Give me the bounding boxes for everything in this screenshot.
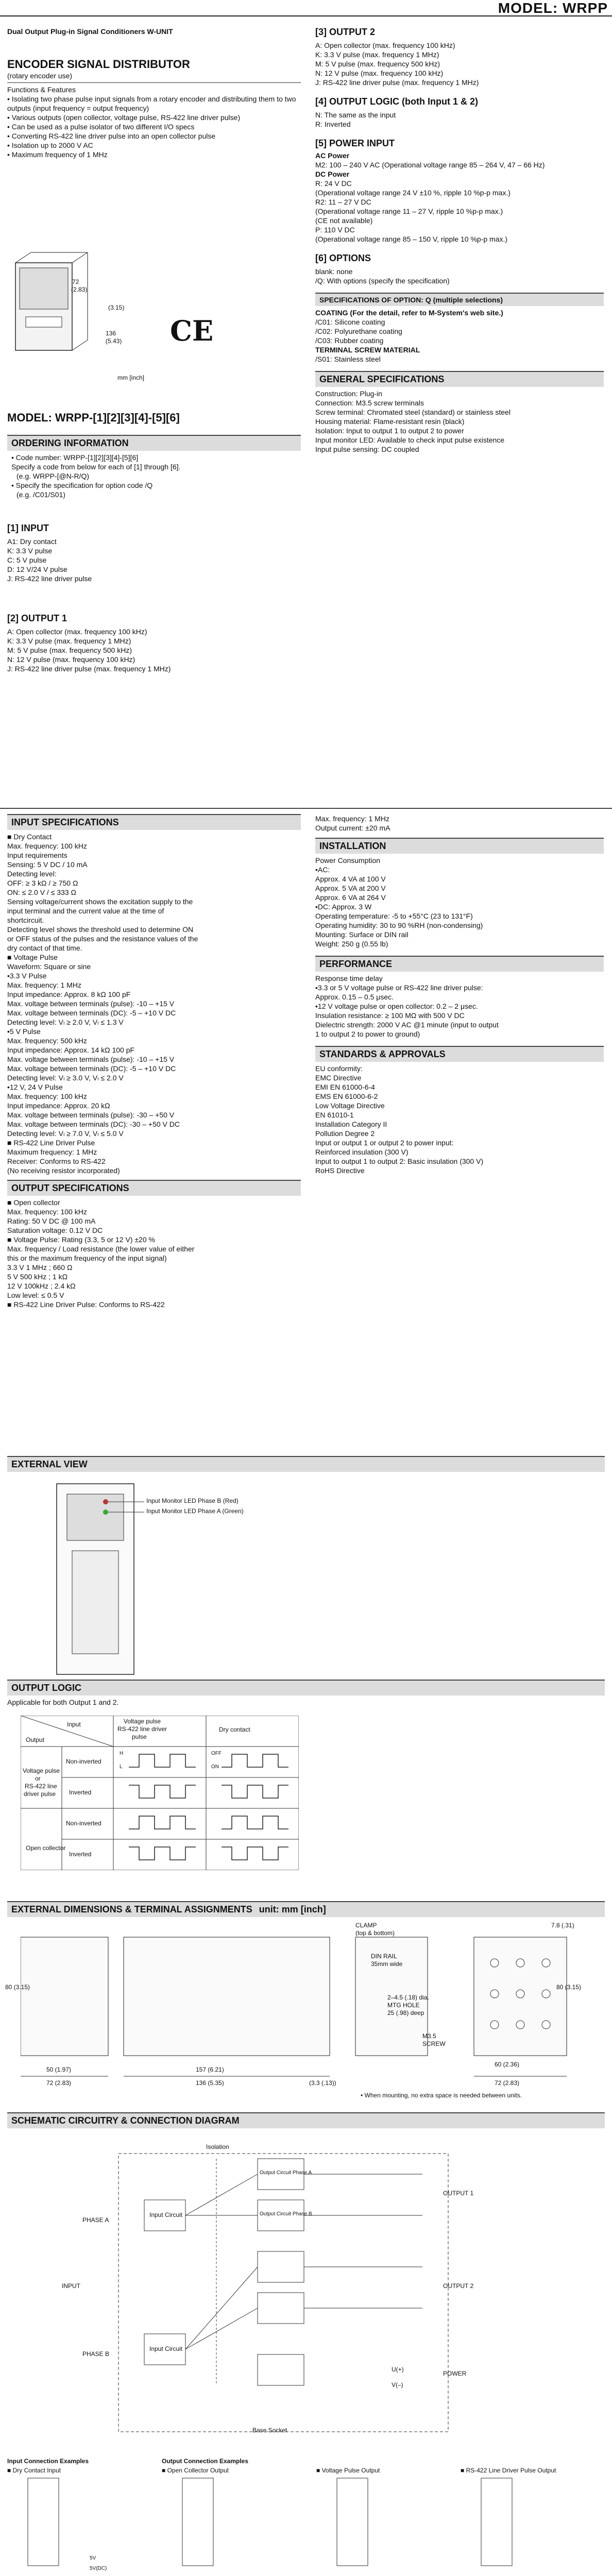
- logic-voltage-header-2: RS-422 line driver: [117, 1725, 167, 1733]
- dim-unit: mm [inch]: [117, 374, 145, 381]
- screw-item: /S01: Stainless steel: [315, 355, 381, 363]
- left-top-column: [7, 27, 301, 159]
- output-spec-line: ■ RS-422 Line Driver Pulse: Conforms to RS-422: [7, 1300, 165, 1309]
- rs422-output-label: ■ RS-422 Line Driver Pulse Output: [461, 2467, 556, 2474]
- input-spec-line: Max. voltage between terminals (pulse): -10 – +15 V: [7, 999, 175, 1008]
- feature-5: • Isolation up to 2000 V AC: [7, 141, 93, 149]
- separator: [0, 808, 612, 809]
- dimensions-unit: unit: mm [inch]: [259, 1904, 326, 1914]
- general-spec-line: Input monitor LED: Available to check input pulse existence: [315, 436, 505, 444]
- logic-row-vp-3: RS-422 line: [25, 1783, 57, 1790]
- input-spec-line: Input impedance: Approx. 14 kΩ 100 pF: [7, 1046, 135, 1054]
- standards-line: EU conformity:: [315, 1064, 363, 1073]
- coating-item: /C03: Rubber coating: [315, 336, 384, 345]
- external-view-label-a: Input Monitor LED Phase A (Green): [146, 1507, 244, 1515]
- open-collector-output-label: ■ Open Collector Output: [162, 2467, 229, 2474]
- standards-line: Input or output 1 or output 2 to power input:: [315, 1139, 454, 1147]
- input-spec-line: or OFF status of the pulses and the resistance values of the: [7, 935, 198, 943]
- features-list: [7, 94, 301, 159]
- logic-off: OFF: [211, 1751, 222, 1756]
- logic-output-header: Output: [26, 1736, 45, 1743]
- input-spec-line: Input impedance: Approx. 20 kΩ: [7, 1101, 110, 1110]
- standards-line: Input to output 1 to output 2: Basic insulation (300 V): [315, 1157, 484, 1165]
- dc-power-item: (Operational voltage range 85 – 150 V, ripple 10 %p-p max.): [315, 235, 508, 243]
- sch-input-circuit: Input Circuit: [149, 2211, 183, 2218]
- standards-line: EMS EN 61000-6-2: [315, 1092, 378, 1100]
- ordering-info: [7, 435, 301, 501]
- output1-code-item: A: Open collector (max. frequency 100 kHz): [7, 628, 147, 636]
- general-spec-line: Input pulse sensing: DC coupled: [315, 445, 419, 453]
- standards-line: Reinforced insulation (300 V): [315, 1148, 409, 1156]
- dim-label: 60 (2.36): [495, 2061, 520, 2068]
- output-logic-code-item: R: Inverted: [315, 120, 351, 128]
- standards-line: Installation Category II: [315, 1120, 387, 1128]
- input-spec-line: ■ Dry Contact: [7, 833, 52, 841]
- external-view-heading: EXTERNAL VIEW: [7, 1456, 605, 1472]
- logic-non-inverted-2: Non-inverted: [66, 1820, 101, 1827]
- output-spec-line: ■ Open collector: [7, 1198, 60, 1207]
- dc-power-item: (CE not available): [315, 216, 373, 225]
- external-view-label-b: Input Monitor LED Phase B (Red): [146, 1497, 239, 1504]
- logic-l: L: [120, 1764, 123, 1770]
- performance-line: 1 to output 2 to power to ground): [315, 1030, 420, 1038]
- dc-power-item: (Operational voltage range 24 V ±10 %, ripple 10 %p-p max.): [315, 189, 511, 197]
- output-spec-line: Max. frequency / Load resistance (the lower value of either: [7, 1245, 195, 1253]
- standards-line: RoHS Directive: [315, 1166, 365, 1175]
- general-spec-line: Screw terminal: Chromated steel (standard) or stainless steel: [315, 408, 511, 416]
- options-item: /Q: With options (specify the specification): [315, 277, 450, 285]
- general-spec-line: Connection: M3.5 screw terminals: [315, 399, 424, 407]
- input-code-item: C: 5 V pulse: [7, 556, 47, 564]
- input-spec-line: Sensing voltage/current shows the excitation supply to the: [7, 897, 193, 906]
- dry-contact-input-label: ■ Dry Contact Input: [7, 2467, 61, 2474]
- sch-phase-b: PHASE B: [82, 2350, 110, 2358]
- dim-label: M3.5: [422, 2032, 436, 2040]
- dim-label: (3.3 (.13)): [309, 2079, 336, 2087]
- logic-dry-header: Dry contact: [219, 1726, 250, 1733]
- external-view-section: [7, 1456, 605, 1472]
- ordering-line-3: (e.g. WRPP-[@N-R/Q): [16, 472, 89, 480]
- logic-non-inverted-1: Non-inverted: [66, 1758, 101, 1765]
- sch-input: INPUT: [62, 2282, 80, 2290]
- coating-item: /C02: Polyurethane coating: [315, 327, 402, 335]
- logic-row-vp-2: or: [35, 1775, 41, 1782]
- performance-line: Response time delay: [315, 974, 383, 982]
- installation-line: •AC:: [315, 866, 330, 874]
- output2-code-item: M: 5 V pulse (max. frequency 500 kHz): [315, 60, 440, 68]
- ac-power-label: AC Power: [315, 151, 350, 160]
- input-specs: [7, 814, 301, 1177]
- input-spec-line: ■ Voltage Pulse: [7, 953, 58, 961]
- dim-label: (top & bottom): [355, 1929, 395, 1937]
- input-code-item: K: 3.3 V pulse: [7, 547, 53, 555]
- dc-power-label: DC Power: [315, 170, 350, 178]
- output-spec-line: Rating: 50 V DC @ 100 mA: [7, 1217, 96, 1225]
- product-title: ENCODER SIGNAL DISTRIBUTOR: [7, 58, 190, 71]
- input-spec-line: ON: ≤ 2.0 V / ≤ 333 Ω: [7, 888, 76, 896]
- output-specs-lines: [7, 1196, 301, 1311]
- output-spec-line: Low level: ≤ 0.5 V: [7, 1291, 64, 1299]
- series-title: Dual Output Plug-in Signal Conditioners W-UNIT: [7, 27, 173, 36]
- output2-code-item: J: RS-422 line driver pulse (max. frequency 1 MHz): [315, 78, 479, 87]
- screw-label: TERMINAL SCREW MATERIAL: [315, 346, 420, 354]
- dim-label: 72 (2.83): [495, 2079, 520, 2087]
- input-spec-line: Detecting level: Vₗ ≥ 7.0 V, Vₗ ≤ 5.0 V: [7, 1129, 124, 1138]
- ordering-line-1: • Code number: WRPP-[1][2][3][4]-[5][6]: [11, 453, 139, 462]
- input-spec-line: dry contact of that time.: [7, 944, 82, 952]
- dim-label: 35mm wide: [371, 1960, 403, 1968]
- input-spec-line: •12 V, 24 V Pulse: [7, 1083, 63, 1091]
- sch-output-circuit-a: Output Circuit Phase A: [260, 2170, 312, 2176]
- output-spec-line: ■ Voltage Pulse: Rating (3.3, 5 or 12 V) ±20 %: [7, 1235, 155, 1244]
- dim-label: DIN RAIL: [371, 1953, 397, 1960]
- general-spec-line: Isolation: Input to output 1 to output 2 to power: [315, 427, 464, 435]
- dim-label: 25 (.98) deep: [387, 2009, 424, 2016]
- voltage-pulse-output-label: ■ Voltage Pulse Output: [316, 2467, 380, 2474]
- output1-code-item: N: 12 V pulse (max. frequency 100 kHz): [7, 655, 135, 664]
- power-input-heading: [5] POWER INPUT: [315, 138, 395, 148]
- input-spec-line: Max. frequency: 100 kHz: [7, 842, 87, 850]
- input-specs-lines: [7, 830, 301, 1177]
- input-spec-line: •3.3 V Pulse: [7, 972, 47, 980]
- sch-output1: OUTPUT 1: [443, 2190, 474, 2197]
- standards-line: EN 61010-1: [315, 1111, 354, 1119]
- feature-1: • Isolating two phase pulse input signals from a rotary encoder and distributing them to two outputs (input frequency = output frequency): [7, 95, 296, 112]
- feature-3: • Can be used as a pulse isolator of two different I/O specs: [7, 123, 195, 131]
- dim-label: MTG HOLE: [387, 2002, 420, 2009]
- dim-72-inch: (2.83): [71, 286, 88, 293]
- schematic-drawing: [52, 2138, 515, 2447]
- input-code-heading: [1] INPUT: [7, 523, 49, 533]
- installation-line: Mounting: Surface or DIN rail: [315, 930, 409, 939]
- output1-code-item: K: 3.3 V pulse (max. frequency 1 MHz): [7, 637, 131, 645]
- output-spec-line: this or the maximum frequency of the input signal): [7, 1254, 167, 1262]
- installation-line: •DC: Approx. 3 W: [315, 903, 372, 911]
- input-spec-line: Detecting level shows the threshold used to determine ON: [7, 925, 194, 934]
- input-spec-line: Max. frequency: 1 MHz: [7, 981, 81, 989]
- rs422-output-line: Max. frequency: 1 MHz: [315, 815, 389, 823]
- ordering-heading: ORDERING INFORMATION: [7, 435, 301, 451]
- input-spec-line: Max. voltage between terminals (DC): -5 – +10 V DC: [7, 1064, 176, 1073]
- installation-lines: [315, 854, 604, 951]
- feature-4: • Converting RS-422 line driver pulse into an open collector pulse: [7, 132, 216, 140]
- output1-code-heading: [2] OUTPUT 1: [7, 613, 67, 623]
- input-spec-line: Max. frequency: 100 kHz: [7, 1092, 87, 1100]
- output-spec-line: 5 V 500 kHz ; 1 kΩ: [7, 1273, 68, 1281]
- schematic-heading: SCHEMATIC CIRCUITRY & CONNECTION DIAGRAM: [7, 2112, 605, 2128]
- option-q-heading: SPECIFICATIONS OF OPTION: Q (multiple selections): [315, 293, 604, 306]
- input-examples-header: Input Connection Examples: [7, 2458, 89, 2465]
- output-spec-line: Max. frequency: 100 kHz: [7, 1208, 87, 1216]
- dc-power-item: R: 24 V DC: [315, 179, 352, 188]
- sch-u-plus: U(+): [392, 2366, 404, 2373]
- output-logic-code-item: N: The same as the input: [315, 111, 396, 119]
- input-spec-line: OFF: ≥ 3 kΩ / ≥ 750 Ω: [7, 879, 78, 887]
- right-top-column: [315, 27, 604, 456]
- output-spec-line: 3.3 V 1 MHz ; 660 Ω: [7, 1263, 73, 1272]
- input-spec-line: (No receiving resistor incorporated): [7, 1166, 120, 1175]
- sch-v-minus: V(–): [392, 2381, 403, 2388]
- ac-power-item: M2: 100 – 240 V AC (Operational voltage range 85 – 264 V, 47 – 66 Hz): [315, 161, 545, 169]
- dim-label: 136 (5.35): [196, 2079, 224, 2087]
- ordering-line-5: (e.g. /C01/S01): [16, 490, 65, 499]
- logic-inverted-1: Inverted: [69, 1789, 92, 1796]
- connection-examples-drawing: [7, 2458, 605, 2576]
- installation-line: Approx. 6 VA at 264 V: [315, 893, 386, 902]
- dim-136: 136: [106, 330, 116, 337]
- input-spec-line: Max. frequency: 500 kHz: [7, 1037, 87, 1045]
- schematic-figure: [52, 2138, 515, 2447]
- input-spec-line: input terminal and the current value at the time of: [7, 907, 164, 915]
- standards-line: EMC Directive: [315, 1074, 362, 1082]
- input-code-item: J: RS-422 line driver pulse: [7, 574, 92, 583]
- dim-label: 50 (1.97): [46, 2066, 72, 2073]
- dim-label: 2–4.5 (.18) dia.: [387, 1994, 429, 2001]
- output2-code-item: N: 12 V pulse (max. frequency 100 kHz): [315, 69, 444, 77]
- input-spec-line: Max. voltage between terminals (pulse): -10 – +15 V: [7, 1055, 175, 1063]
- performance-line: •12 V voltage pulse or open collector: 0.2 – 2 μsec.: [315, 1002, 478, 1010]
- standards-heading: STANDARDS & APPROVALS: [315, 1046, 604, 1062]
- output-logic-section: [7, 1680, 605, 1707]
- logic-row-oc: Open collector: [26, 1844, 66, 1852]
- dc-power-item: (Operational voltage range 11 – 27 V, ripple 10 %p-p max.): [315, 207, 503, 215]
- model-label: MODEL: WRPP: [498, 0, 608, 16]
- installation-line: Approx. 5 VA at 200 V: [315, 884, 386, 892]
- standards-line: EMI EN 61000-6-4: [315, 1083, 375, 1091]
- input-spec-line: Input impedance: Approx. 8 kΩ 100 pF: [7, 990, 131, 998]
- ordering-line-2: Specify a code from below for each of [1] through [6].: [11, 463, 181, 471]
- ordering-line-4: • Specify the specification for option code /Q: [11, 481, 153, 489]
- options-item: blank: none: [315, 267, 353, 276]
- connection-examples: [7, 2458, 605, 2576]
- logic-input-header: Input: [67, 1721, 81, 1728]
- input-spec-line: Detecting level: Vₗ ≥ 2.0 V, Vₗ ≤ 1.3 V: [7, 1018, 124, 1026]
- options-heading: [6] OPTIONS: [315, 253, 371, 263]
- input-spec-line: Waveform: Square or sine: [7, 962, 91, 971]
- output-logic-heading: OUTPUT LOGIC: [7, 1680, 605, 1696]
- dim-72: 72: [72, 278, 79, 285]
- dim-label: 80 (3.15): [5, 1984, 30, 1991]
- performance-heading: PERFORMANCE: [315, 956, 604, 972]
- installation-line: Weight: 250 g (0.55 lb): [315, 940, 388, 948]
- output-spec-line: Saturation voltage: 0.12 V DC: [7, 1226, 103, 1234]
- performance-line: Dielectric strength: 2000 V AC @1 minute (input to output: [315, 1021, 499, 1029]
- ordering-lines: [7, 451, 301, 501]
- standards-lines: [315, 1062, 604, 1177]
- features-heading: Functions & Features: [7, 82, 301, 94]
- performance-line: Insulation resistance: ≥ 100 MΩ with 500 V DC: [315, 1011, 465, 1020]
- input-spec-line: Max. voltage between terminals (DC): -5 – +10 V DC: [7, 1009, 176, 1017]
- installation-line: Approx. 4 VA at 100 V: [315, 875, 386, 883]
- logic-on: ON: [211, 1764, 219, 1770]
- input-spec-line: ■ RS-422 Line Driver Pulse: [7, 1139, 95, 1147]
- dim-label: 157 (6.21): [196, 2066, 224, 2073]
- installation-line: Operating temperature: -5 to +55°C (23 to 131°F): [315, 912, 473, 920]
- ce-mark: CE: [170, 314, 214, 347]
- input-spec-line: Receiver: Conforms to RS-422: [7, 1157, 106, 1165]
- rs422-output-line: Output current: ±20 mA: [315, 824, 390, 832]
- logic-inverted-2: Inverted: [69, 1851, 92, 1858]
- dimensions-section: [7, 1901, 605, 1917]
- model-code-heading: MODEL: WRPP-[1][2][3][4]-[5][6]: [7, 411, 180, 424]
- sch-output2: OUTPUT 2: [443, 2282, 474, 2290]
- feature-6: • Maximum frequency of 1 MHz: [7, 150, 108, 159]
- input-spec-line: Input requirements: [7, 851, 67, 859]
- product-image: [10, 247, 98, 376]
- output-specs: [7, 1180, 301, 1311]
- dim-136-inch: (5.43): [106, 337, 122, 345]
- installation-line: Operating humidity: 30 to 90 %RH (non-condensing): [315, 921, 483, 929]
- output2-code-item: A: Open collector (max. frequency 100 kHz): [315, 41, 455, 49]
- header-bar: [0, 0, 612, 16]
- input-spec-line: Detecting level:: [7, 870, 57, 878]
- general-spec-line: Housing material: Flame-resistant resin (black): [315, 417, 465, 426]
- input-code-item: A1: Dry contact: [7, 537, 57, 546]
- coating-item: /C01: Silicone coating: [315, 318, 385, 326]
- general-spec-line: Construction: Plug-in: [315, 389, 382, 398]
- dim-label: CLAMP: [355, 1922, 377, 1929]
- dimensions-heading: [7, 1901, 605, 1917]
- input-spec-line: shortcircuit.: [7, 916, 44, 924]
- external-view-figure: [41, 1479, 556, 1680]
- output-spec-line: 12 V 100kHz ; 2.4 kΩ: [7, 1282, 76, 1290]
- sch-isolation: Isolation: [206, 2143, 229, 2150]
- schematic-section: [7, 2112, 605, 2128]
- logic-row-vp: Voltage pulse: [23, 1767, 60, 1774]
- logic-voltage-header: Voltage pulse: [124, 1718, 161, 1725]
- input-specs-heading: INPUT SPECIFICATIONS: [7, 814, 301, 830]
- sch-output-circuit-b: Output Circuit Phase B: [260, 2211, 312, 2217]
- standards-line: Low Voltage Directive: [315, 1101, 385, 1110]
- dim-80-inch: (3.15): [108, 304, 125, 311]
- sch-base-socket: Base Socket: [252, 2427, 287, 2434]
- installation-line: Power Consumption: [315, 856, 381, 865]
- input-spec-line: Maximum frequency: 1 MHz: [7, 1148, 97, 1156]
- output-examples-header: Output Connection Examples: [162, 2458, 249, 2465]
- output1-code-item: J: RS-422 line driver pulse (max. frequency 1 MHz): [7, 665, 171, 673]
- output2-code-item: K: 3.3 V pulse (max. frequency 1 MHz): [315, 50, 439, 59]
- dim-label: 7.8 (.31): [551, 1922, 574, 1929]
- sch-phase-a: PHASE A: [82, 2216, 109, 2224]
- coating-label: COATING (For the detail, refer to M-System's web site.): [315, 309, 503, 317]
- input-code-item: D: 12 V/24 V pulse: [7, 565, 67, 573]
- input-spec-line: Max. voltage between terminals (DC): -30 – +50 V DC: [7, 1120, 180, 1128]
- output-specs-heading: OUTPUT SPECIFICATIONS: [7, 1180, 301, 1196]
- performance-lines: [315, 972, 604, 1041]
- general-specs-heading: GENERAL SPECIFICATIONS: [315, 371, 604, 387]
- right-spec-column: [315, 814, 604, 1177]
- input-spec-line: •5 V Pulse: [7, 1027, 41, 1036]
- dc-power-item: R2: 11 – 27 V DC: [315, 198, 371, 206]
- dc-power-item: P: 110 V DC: [315, 226, 355, 234]
- dim-label: SCREW: [422, 2040, 446, 2047]
- performance-line: Approx. 0.15 – 0.5 μsec.: [315, 993, 394, 1001]
- installation-heading: INSTALLATION: [315, 838, 604, 854]
- feature-2: • Various outputs (open collector, voltage pulse, RS-422 line driver pulse): [7, 113, 241, 122]
- dimensions-title: EXTERNAL DIMENSIONS & TERMINAL ASSIGNMENTS: [11, 1904, 252, 1914]
- output1-code-section: [7, 613, 301, 673]
- performance-line: •3.3 or 5 V voltage pulse or RS-422 line driver pulse:: [315, 984, 483, 992]
- input-code-section: [7, 523, 301, 583]
- logic-h: H: [120, 1751, 124, 1756]
- input-spec-line: Detecting level: Vₗ ≥ 3.0 V, Vₗ ≤ 2.0 V: [7, 1074, 124, 1082]
- product-subtitle: (rotary encoder use): [7, 72, 73, 80]
- output2-code-heading: [3] OUTPUT 2: [315, 27, 376, 37]
- dim-label: 80 (3.15): [556, 1984, 582, 1991]
- input-spec-line: Max. voltage between terminals (pulse): -30 – +50 V: [7, 1111, 175, 1119]
- logic-row-vp-4: driver pulse: [24, 1790, 56, 1798]
- sch-input-circuit-2: Input Circuit: [149, 2345, 183, 2352]
- dim-label: 72 (2.83): [46, 2079, 72, 2087]
- product-box-icon: [10, 247, 98, 376]
- output-logic-subtitle: Applicable for both Output 1 and 2.: [7, 1698, 119, 1706]
- five-v-label: 5V: [90, 2555, 96, 2561]
- dim-note: • When mounting, no extra space is needed between units.: [361, 2092, 522, 2099]
- logic-voltage-header-3: pulse: [132, 1733, 147, 1740]
- sch-power: POWER: [443, 2370, 467, 2377]
- five-vdc-label: 5V(DC): [90, 2566, 107, 2571]
- external-view-drawing: [41, 1479, 556, 1680]
- output-logic-code-heading: [4] OUTPUT LOGIC (both Input 1 & 2): [315, 96, 478, 107]
- input-spec-line: Sensing: 5 V DC / 10 mA: [7, 860, 88, 869]
- standards-line: Pollution Degree 2: [315, 1129, 375, 1138]
- output1-code-item: M: 5 V pulse (max. frequency 500 kHz): [7, 646, 132, 654]
